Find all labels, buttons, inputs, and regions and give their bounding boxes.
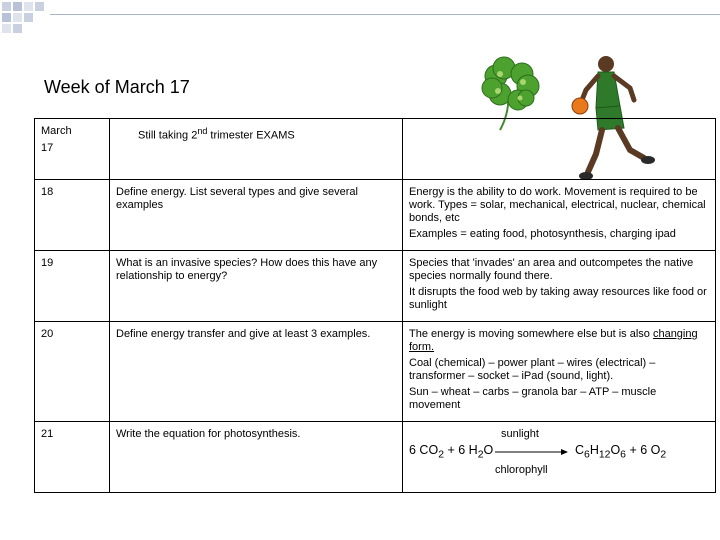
task-cell: Define energy. List several types and give several examples — [110, 180, 403, 251]
date-day: 17 — [41, 142, 54, 154]
answer-cell — [403, 119, 716, 180]
table-row — [35, 180, 716, 251]
arrow-label-top: sunlight — [501, 428, 539, 440]
products: $C_6H_{12}O_6 + 6$ $O_2$ — [575, 443, 667, 461]
date-cell: 18 — [35, 180, 110, 251]
answer-cell: The energy is moving somewhere else but is also changing form. Coal (chemical) – power plant – wires (electrical) – transformer – socket – iPad (sound, light). Sun – wheat – carbs – granola bar – ATP – muscle movement — [403, 322, 716, 422]
task-cell: Write the equation for photosynthesis. — [110, 422, 403, 493]
reaction-arrow-icon — [495, 448, 569, 456]
table-row — [35, 251, 716, 322]
table-row — [35, 119, 716, 180]
photosynthesis-equation — [409, 428, 709, 486]
answer-cell: Energy is the ability to do work. Movement is required to be work. Types = solar, mechanical, electrical, nuclear, chemical bonds, etc Examples = eating food, photosynthesis, charging ipad — [403, 180, 716, 251]
schedule-table — [34, 118, 716, 493]
table-row — [35, 322, 716, 422]
corner-decoration — [0, 0, 60, 40]
date-cell: 21 — [35, 422, 110, 493]
task-cell: What is an invasive species? How does this have any relationship to energy? — [110, 251, 403, 322]
answer-cell: Species that 'invades' an area and outcompetes the native species normally found there. It disrupts the food web by taking away resources like food or sunlight — [403, 251, 716, 322]
header-rule — [50, 14, 720, 15]
page-title: Week of March 17 — [44, 77, 190, 97]
task-cell: Define energy transfer and give at least 3 examples. — [110, 322, 403, 422]
date-cell: 20 — [35, 322, 110, 422]
arrow-label-bottom: chlorophyll — [495, 464, 548, 476]
date-month: March — [41, 125, 72, 137]
reactants: 6 $CO_2 + 6$ $H_2O$ — [409, 443, 494, 461]
date-cell — [35, 119, 110, 180]
date-cell: 19 — [35, 251, 110, 322]
task-cell: Still taking 2nd trimester EXAMS — [110, 119, 403, 180]
table-row — [35, 422, 716, 493]
answer-cell — [403, 422, 716, 493]
